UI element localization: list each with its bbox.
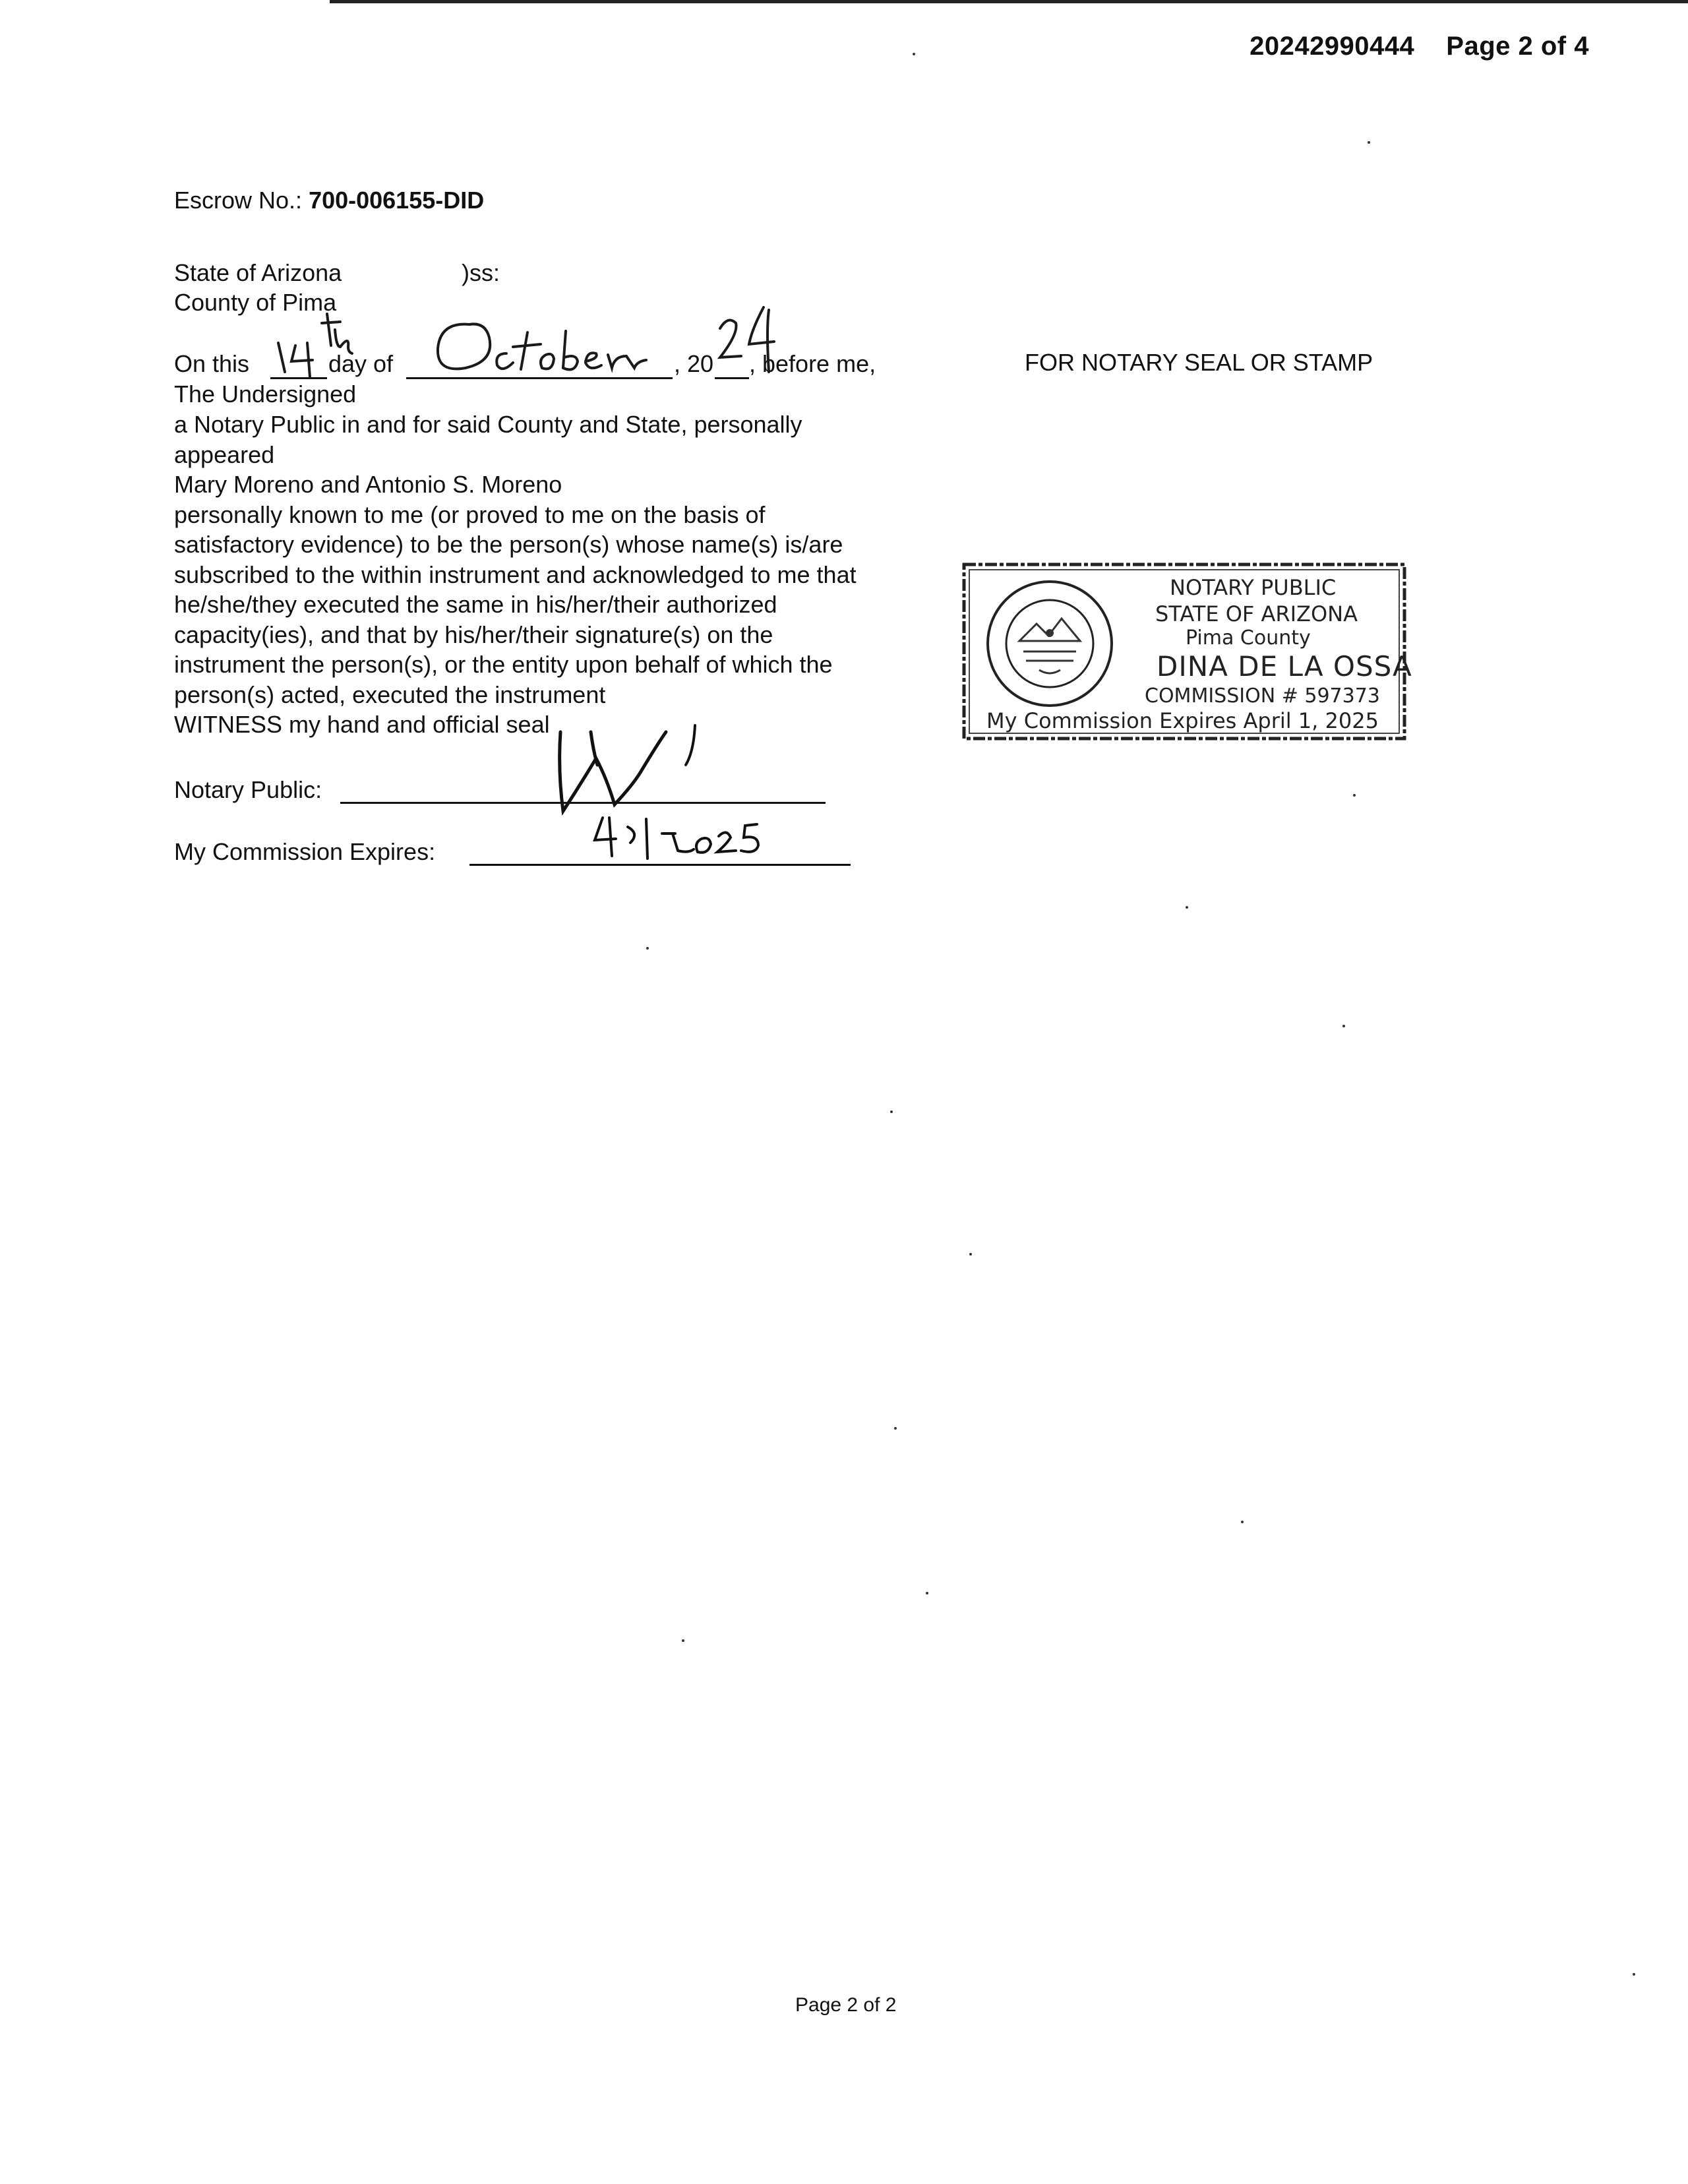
year-blank	[715, 377, 749, 379]
scan-speck	[1342, 1025, 1345, 1027]
scan-speck	[926, 1592, 928, 1594]
scan-speck	[913, 53, 915, 55]
venue-ss: )ss:	[462, 259, 500, 286]
stamp-county: Pima County	[1186, 626, 1311, 650]
seal-caption: FOR NOTARY SEAL OR STAMP	[1025, 349, 1373, 376]
scan-speck	[646, 947, 649, 950]
before-me-label: , before me,	[749, 350, 876, 377]
scan-speck	[1241, 1521, 1244, 1523]
top-border-line	[330, 0, 1688, 3]
escrow-label: Escrow No.:	[174, 187, 303, 214]
ack-line: Mary Moreno and Antonio S. Moreno	[174, 471, 562, 498]
ack-line: appeared	[174, 440, 275, 468]
day-of-label: day of	[328, 350, 394, 377]
ack-line: person(s) acted, executed the instrument	[174, 681, 606, 708]
stamp-commission-number: COMMISSION # 597373	[1145, 684, 1380, 708]
ack-line: WITNESS my hand and official seal	[174, 711, 550, 738]
year-prefix: , 20	[674, 350, 714, 377]
handwritten-month	[429, 315, 653, 381]
ack-line: satisfactory evidence) to be the person(s) whose name(s) is/are	[174, 531, 843, 558]
ack-line: instrument the person(s), or the entity upon behalf of which the	[174, 651, 833, 678]
ack-line: capacity(ies), and that by his/her/their signature(s) on the	[174, 621, 773, 648]
scan-speck	[1368, 141, 1370, 144]
page-label: Page 2 of 4	[1446, 32, 1589, 61]
notary-stamp	[960, 558, 1412, 745]
venue-state: State of Arizona	[174, 259, 342, 286]
commission-expires-label: My Commission Expires:	[174, 838, 436, 865]
ack-line: subscribed to the within instrument and acknowledged to me that	[174, 561, 857, 588]
footer-page-label: Page 2 of 2	[795, 1994, 897, 2016]
handwritten-year	[713, 303, 793, 376]
notary-public-label: Notary Public:	[174, 776, 322, 803]
handwritten-commission-date	[589, 814, 781, 870]
document-number: 20242990444	[1250, 32, 1415, 61]
handwritten-day	[266, 309, 378, 381]
escrow-number: 700-006155-DID	[309, 187, 485, 214]
stamp-expiration: My Commission Expires April 1, 2025	[986, 708, 1379, 733]
ack-line: a Notary Public in and for said County and State, personally	[174, 411, 802, 438]
stamp-notary-name: DINA DE LA OSSA	[1157, 650, 1412, 682]
on-this-label: On this	[174, 350, 250, 377]
acknowledgment-paragraph	[174, 410, 857, 740]
stamp-title: NOTARY PUBLIC	[1170, 575, 1337, 600]
stamp-state: STATE OF ARIZONA	[1155, 601, 1358, 626]
document-header	[1218, 32, 1589, 61]
scan-speck	[682, 1639, 684, 1642]
scan-speck	[969, 1253, 972, 1256]
ack-line: personally known to me (or proved to me on the basis of	[174, 501, 766, 528]
escrow-line	[174, 186, 484, 215]
scan-speck	[894, 1427, 897, 1430]
scan-speck	[1186, 906, 1188, 909]
venue-county: County of Pima	[174, 289, 337, 316]
scan-speck	[890, 1110, 893, 1113]
notary-signature	[541, 706, 738, 818]
ack-line: he/she/they executed the same in his/her/their authorized	[174, 591, 777, 618]
state-seal-icon	[984, 578, 1116, 710]
officer-name: The Undersigned	[174, 380, 357, 408]
scan-speck	[1633, 1973, 1635, 1976]
scan-speck	[1353, 794, 1356, 797]
